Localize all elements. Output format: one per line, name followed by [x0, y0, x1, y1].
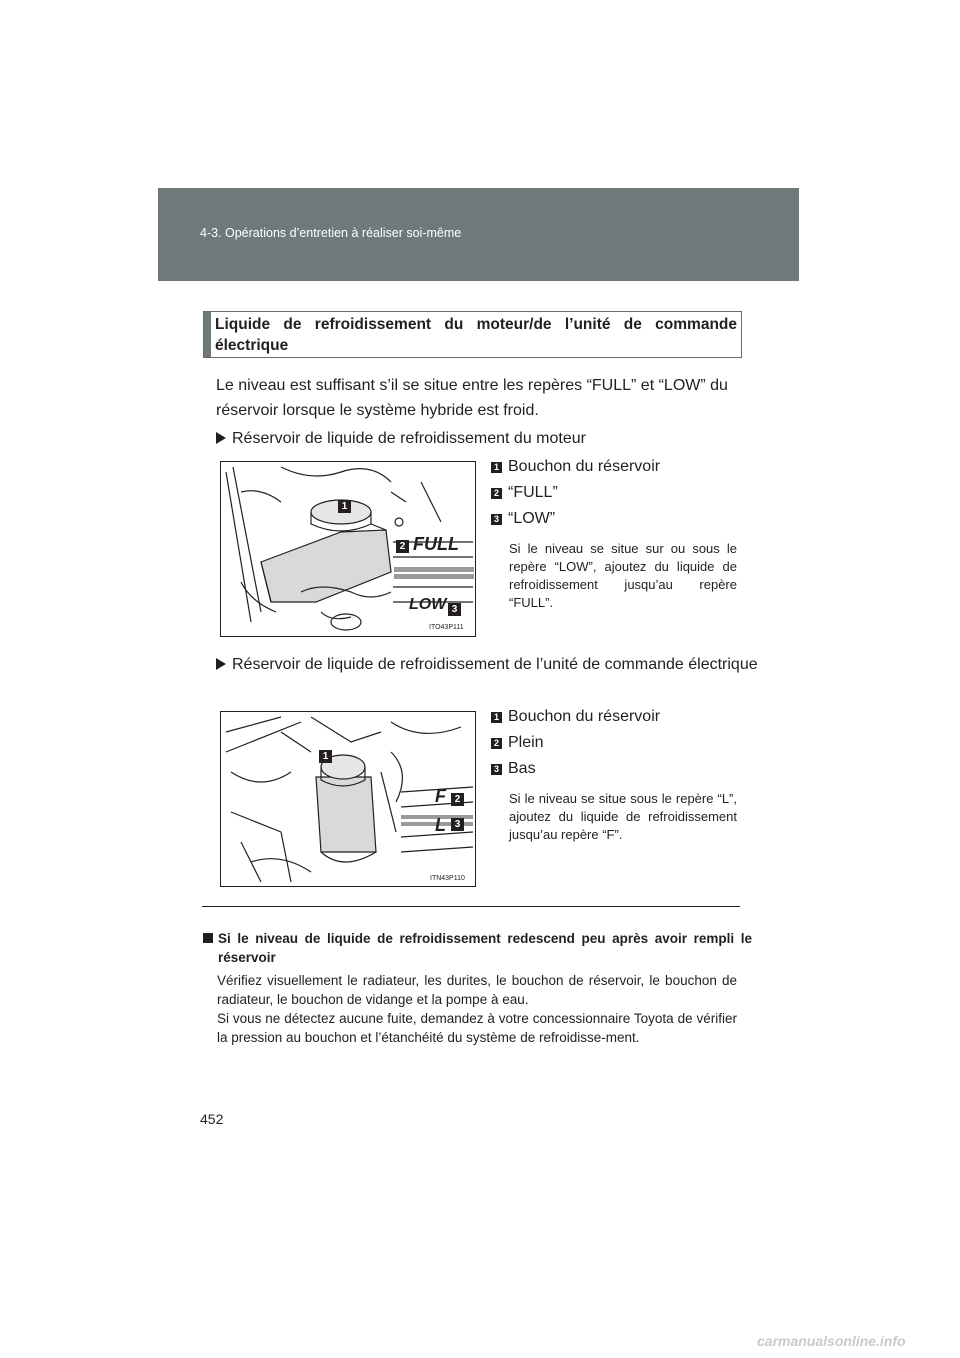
- tip-paragraph-2: Si vous ne détectez aucune fuite, demandez à votre concessionnaire Toyota de vérifier la pression au bouchon et l’étanchéité du système de refroidisse-ment.: [217, 1011, 737, 1045]
- callout-badge-3: 3: [448, 603, 461, 616]
- pcu-reservoir-figure: [220, 711, 476, 887]
- callout-badge-3: 3: [451, 818, 464, 831]
- number-badge-icon: 1: [491, 712, 502, 723]
- engine-callout-2: 2 “FULL”: [491, 483, 558, 503]
- pcu-reservoir-heading: Réservoir de liquide de refroidissement de l’unité de commande électrique: [216, 653, 760, 678]
- pcu-callout-1: 1 Bouchon du réservoir: [491, 707, 660, 727]
- tip-body: [217, 971, 737, 1047]
- callout-badge-1: 1: [338, 500, 351, 513]
- pcu-note: Si le niveau se situe sous le repère “L”, ajoutez du liquide de refroidissement jusqu’au repère “F”.: [509, 791, 737, 842]
- figure-code: ITN43P110: [430, 875, 465, 882]
- arrow-bullet-icon: [216, 432, 226, 444]
- number-badge-icon: 2: [491, 738, 502, 749]
- arrow-bullet-icon: [216, 658, 226, 670]
- divider: [202, 906, 740, 907]
- figure-code: ITO43P111: [429, 624, 464, 631]
- engine-note: Si le niveau se situe sur ou sous le repère “LOW”, ajoutez du liquide de refroidissement jusqu’au repère “FULL”.: [509, 541, 737, 610]
- section-header: [158, 188, 799, 281]
- engine-callout-1: 1 Bouchon du réservoir: [491, 457, 660, 477]
- number-badge-icon: 3: [491, 514, 502, 525]
- watermark: carmanualsonline.info: [757, 1333, 906, 1349]
- number-badge-icon: 1: [491, 462, 502, 473]
- callout-badge-2: 2: [396, 540, 409, 553]
- title-accent-bar: [204, 312, 211, 357]
- tip-paragraph-1: Vérifiez visuellement le radiateur, les durites, le bouchon de réservoir, le bouchon de radiateur, le bouchon de vidange et la pompe à eau.: [217, 973, 737, 1007]
- number-badge-icon: 3: [491, 764, 502, 775]
- callout-badge-2: 2: [451, 793, 464, 806]
- square-bullet-icon: [203, 933, 213, 943]
- page-number: 452: [200, 1111, 224, 1127]
- l-mark-label: L: [435, 815, 446, 835]
- engine-callout-3: 3 “LOW”: [491, 509, 555, 529]
- f-mark-label: F: [435, 786, 446, 806]
- engine-reservoir-figure: [220, 461, 476, 637]
- section-title: Liquide de refroidissement du moteur/de l’unité de commande électrique: [215, 316, 737, 354]
- callout-badge-1: 1: [319, 750, 332, 763]
- engine-reservoir-heading: Réservoir de liquide de refroidissement du moteur: [216, 427, 740, 452]
- low-mark-label: LOW: [409, 596, 447, 613]
- section-label: 4-3. Opérations d’entretien à réaliser soi-même: [200, 226, 462, 240]
- tip-title: Si le niveau de liquide de refroidissement redescend peu après avoir rempli le réservoir: [203, 929, 752, 967]
- full-mark-label: FULL: [413, 534, 459, 554]
- number-badge-icon: 2: [491, 488, 502, 499]
- section-title-box: [203, 311, 742, 358]
- pcu-callout-3: 3 Bas: [491, 759, 536, 779]
- intro-paragraph: Le niveau est suffisant s’il se situe entre les repères “FULL” et “LOW” du réservoir lorsque le système hybride est froid.: [216, 377, 728, 419]
- pcu-callout-2: 2 Plein: [491, 733, 544, 753]
